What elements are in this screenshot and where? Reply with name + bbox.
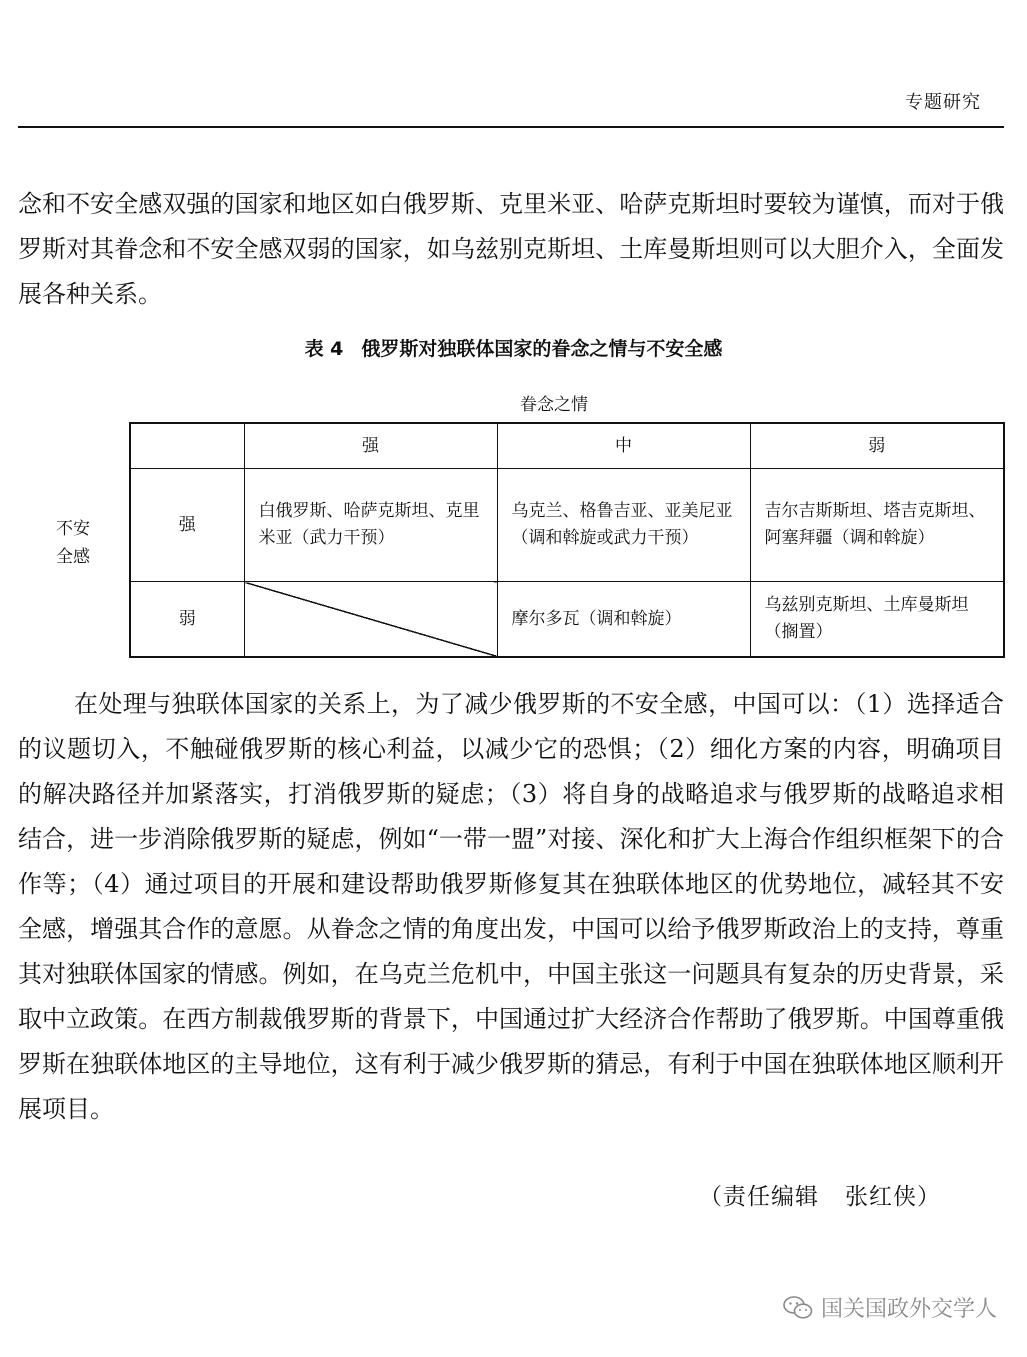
table-caption [0, 334, 1027, 361]
table-cell: 白俄罗斯、哈萨克斯坦、克里米亚（武力干预） [244, 469, 497, 582]
table-header-row [130, 423, 1004, 469]
table-title: 俄罗斯对独联体国家的眷念之情与不安全感 [361, 338, 723, 360]
editor-prefix: （责任编辑 [699, 1184, 819, 1210]
watermark [783, 1292, 997, 1323]
table-cell: 乌克兰、格鲁吉亚、亚美尼亚（调和斡旋或武力干预） [497, 469, 750, 582]
table-number: 表 4 [304, 338, 344, 360]
row-header-strong: 强 [130, 469, 244, 582]
axis-label-insecurity [46, 515, 100, 571]
paragraph-body: 在处理与独联体国家的关系上，为了减少俄罗斯的不安全感，中国可以：（1）选择适合的议题切入，不触碰俄罗斯的核心利益，以减少它的恐惧；（2）细化方案的内容，明确项目的解决路径并加紧落实，打消俄罗斯的疑虑；（3）将自身的战略追求与俄罗斯的战略追求相结合，进一步消除俄罗斯的疑虑，例如“一带一盟”对接、深化和扩大上海合作组织框架下的合作等；（4）通过项目的开展和建设帮助俄罗斯修复其在独联体地区的优势地位，减轻其不安全感，增强其合作的意愿。从眷念之情的角度出发，中国可以给予俄罗斯政治上的支持，尊重其对独联体国家的情感。例如，在乌克兰危机中，中国主张这一问题具有复杂的历史背景，采取中立政策。在西方制裁俄罗斯的背景下，中国通过扩大经济合作帮助了俄罗斯。中国尊重俄罗斯在独联体地区的主导地位，这有利于减少俄罗斯的猜忌，有利于中国在独联体地区顺利开展项目。 [18, 690, 1004, 1123]
responsible-editor [699, 1178, 941, 1211]
axis-label-insecurity-line2: 全感 [56, 547, 90, 567]
watermark-text: 国关国政外交学人 [820, 1297, 997, 1322]
editor-name: 张红侠） [845, 1184, 941, 1210]
table-cell: 摩尔多瓦（调和斡旋） [497, 582, 750, 658]
row-header-weak: 弱 [130, 582, 244, 658]
section-label: 专题研究 [905, 92, 981, 113]
axis-label-nostalgia: 眷念之情 [520, 395, 588, 415]
table-cell: 吉尔吉斯斯坦、塔吉克斯坦、阿塞拜疆（调和斡旋） [750, 469, 1004, 582]
column-header-strong: 强 [244, 423, 497, 469]
header-rule [18, 126, 1004, 128]
table-cell: 乌兹别克斯坦、土库曼斯坦（搁置） [750, 582, 1004, 658]
axis-label-insecurity-line1: 不安 [56, 519, 90, 539]
paragraph-intro: 念和不安全感双强的国家和地区如白俄罗斯、克里米亚、哈萨克斯坦时要较为谨慎，而对于俄罗斯对其眷念和不安全感双弱的国家，如乌兹别克斯坦、土库曼斯坦则可以大胆介入，全面发展各种关系。 [18, 190, 1004, 308]
column-header-weak: 弱 [750, 423, 1004, 469]
table-row-weak [130, 582, 1004, 658]
nostalgia-insecurity-table [129, 422, 1005, 658]
column-header-medium: 中 [497, 423, 750, 469]
table-row-strong [130, 469, 1004, 582]
wechat-icon [783, 1295, 813, 1321]
table-corner-cell [130, 423, 244, 469]
empty-diagonal-cell [244, 582, 497, 658]
